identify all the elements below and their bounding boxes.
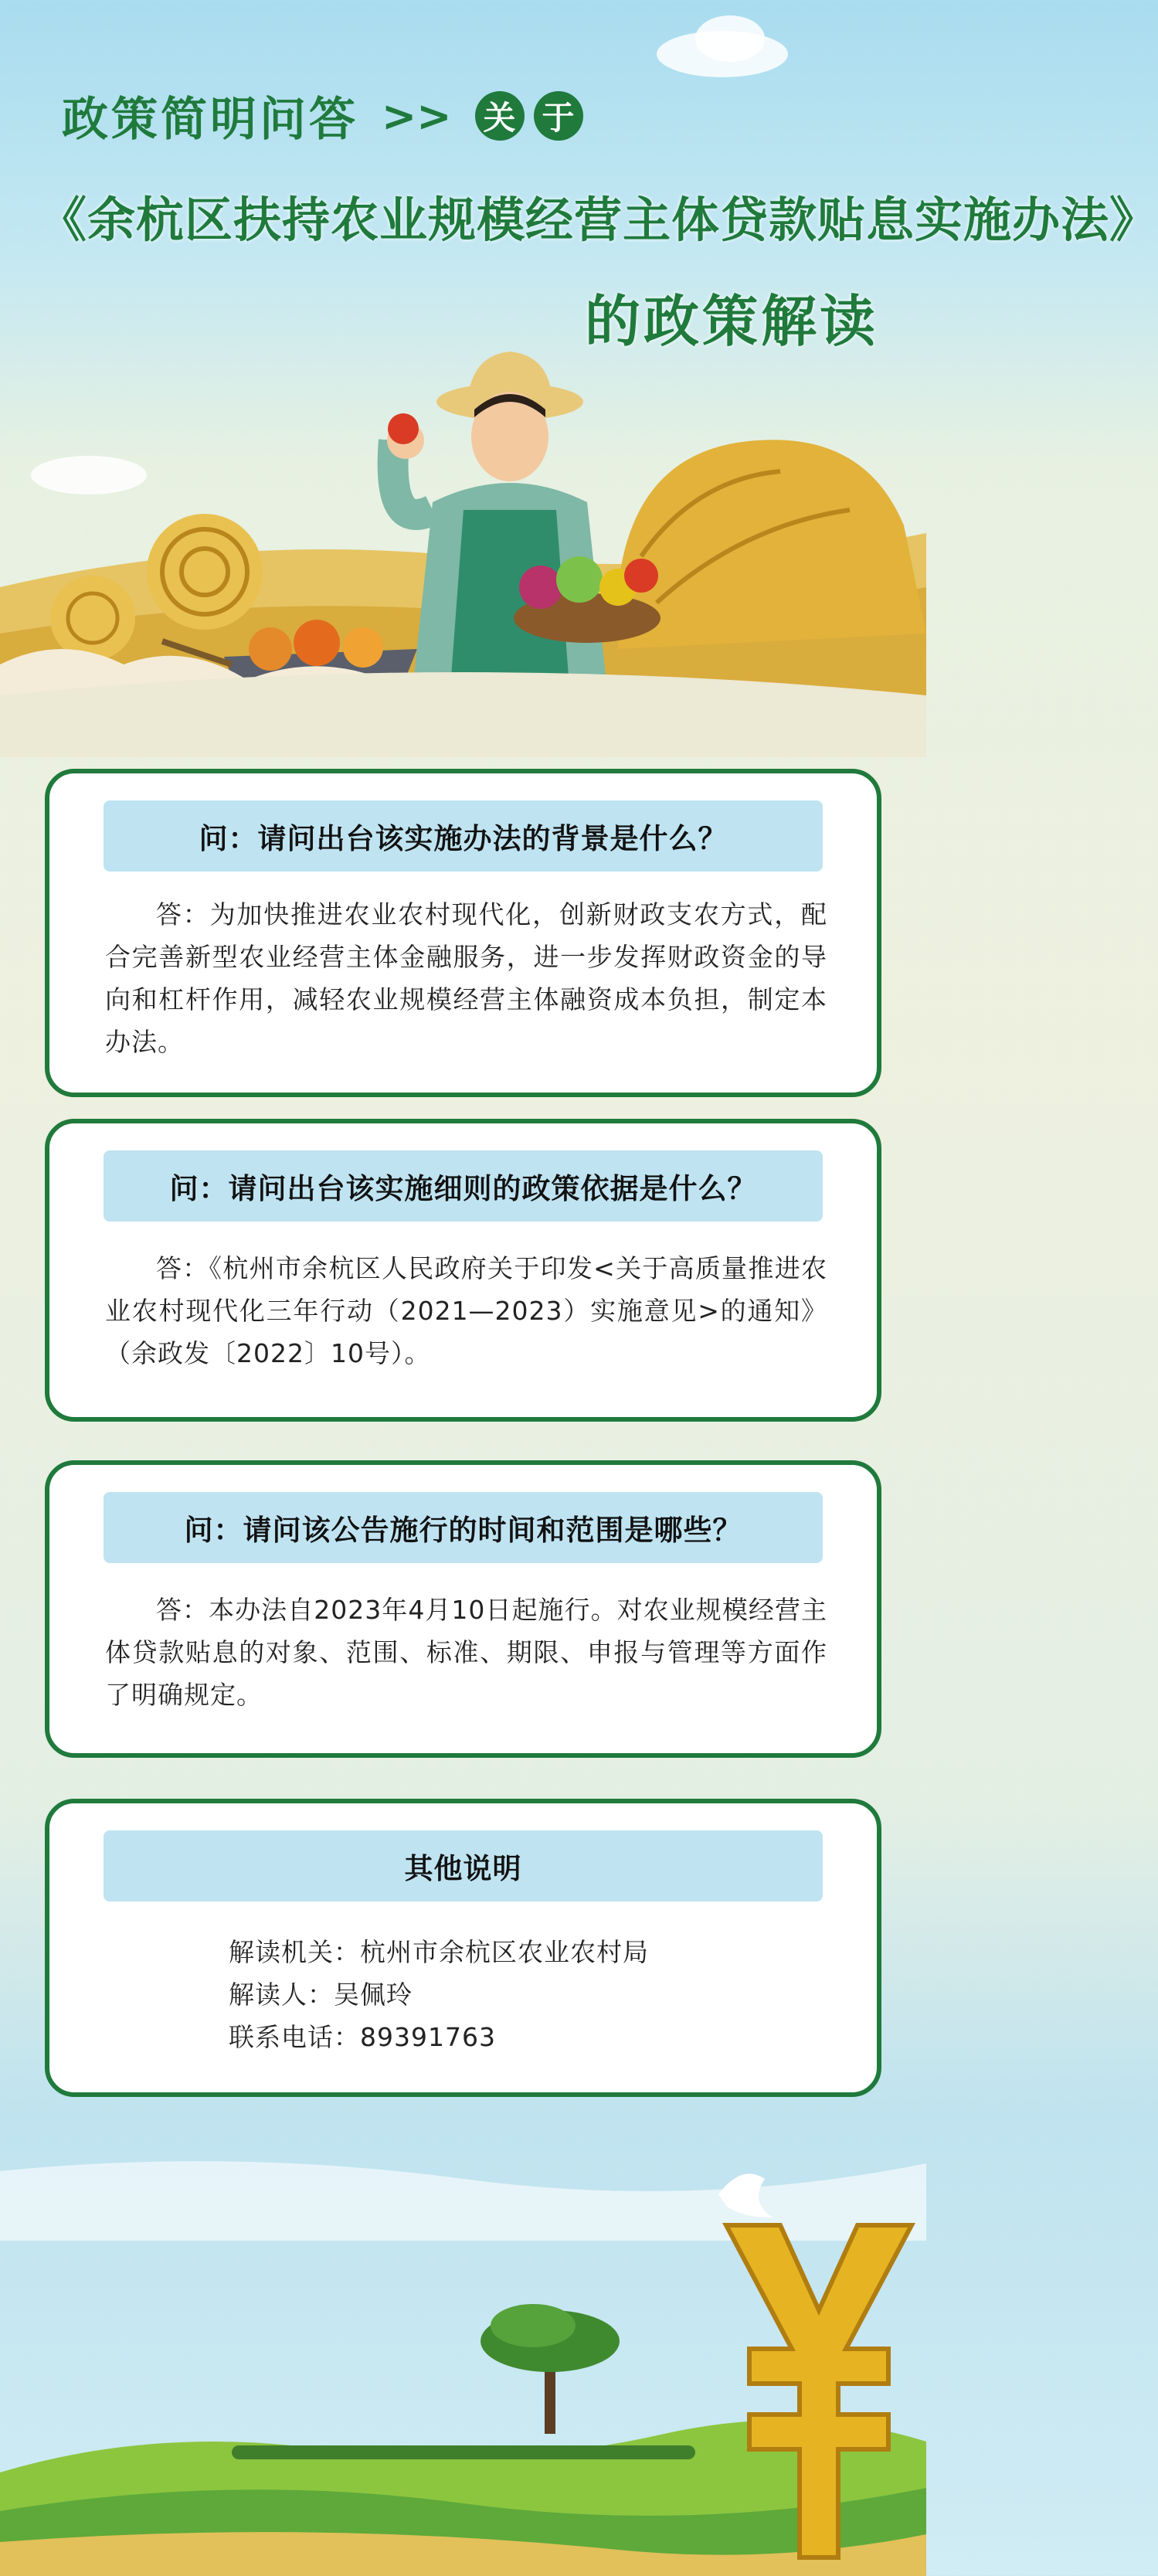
info-phone: 联系电话：89391763 [229, 2022, 496, 2052]
qa-question-1: 问：请问出台该实施办法的背景是什么？ [104, 800, 823, 872]
qa-card-3 [45, 1460, 881, 1758]
qa-answer-1: 答：为加快推进农业农村现代化，创新财政支农方式，配合完善新型农业经营主体金融服务，进一步发挥财政资金的导向和杠杆作用，减轻农业规模经营主体融资成本负担，制定本办法。 [105, 899, 827, 1057]
info-agency: 解读机关：杭州市余杭区农业农村局 [229, 1937, 649, 1967]
about-char-2: 于 [534, 91, 583, 141]
about-char-1: 关 [475, 91, 525, 141]
header-arrow: >> [382, 91, 452, 141]
info-interpreter: 解读人：吴佩玲 [229, 1980, 413, 2010]
qa-answer-2: 答：《杭州市余杭区人民政府关于印发<关于高质量推进农业农村现代化三年行动（2021—2023）实施意见>的通知》（余政发〔2022〕10号）。 [105, 1253, 827, 1368]
qa-answer-3: 答：本办法自2023年4月10日起施行。对农业规模经营主体贷款贴息的对象、范围、标准、期限、申报与管理等方面作了明确规定。 [105, 1595, 827, 1710]
header-title-prefix: 政策简明问答 [62, 93, 358, 147]
policy-title: 《余杭区扶持农业规模经营主体贷款贴息实施办法》 [39, 192, 1158, 248]
qa-card-1 [45, 769, 881, 1097]
cloud-decoration [695, 15, 765, 62]
qa-question-2: 问：请问出台该实施细则的政策依据是什么？ [104, 1150, 823, 1222]
qa-question-3: 问：请问该公告施行的时间和范围是哪些？ [104, 1492, 823, 1563]
other-info-card [45, 1799, 881, 2097]
farm-illustration [0, 355, 926, 757]
qa-card-2 [45, 1119, 881, 1422]
other-info-lines [229, 1931, 649, 2058]
other-info-title: 其他说明 [104, 1830, 823, 1901]
page-subtitle: 的政策解读 [584, 289, 878, 354]
bottom-landscape [0, 2148, 926, 2576]
header-line-1 [62, 77, 593, 155]
